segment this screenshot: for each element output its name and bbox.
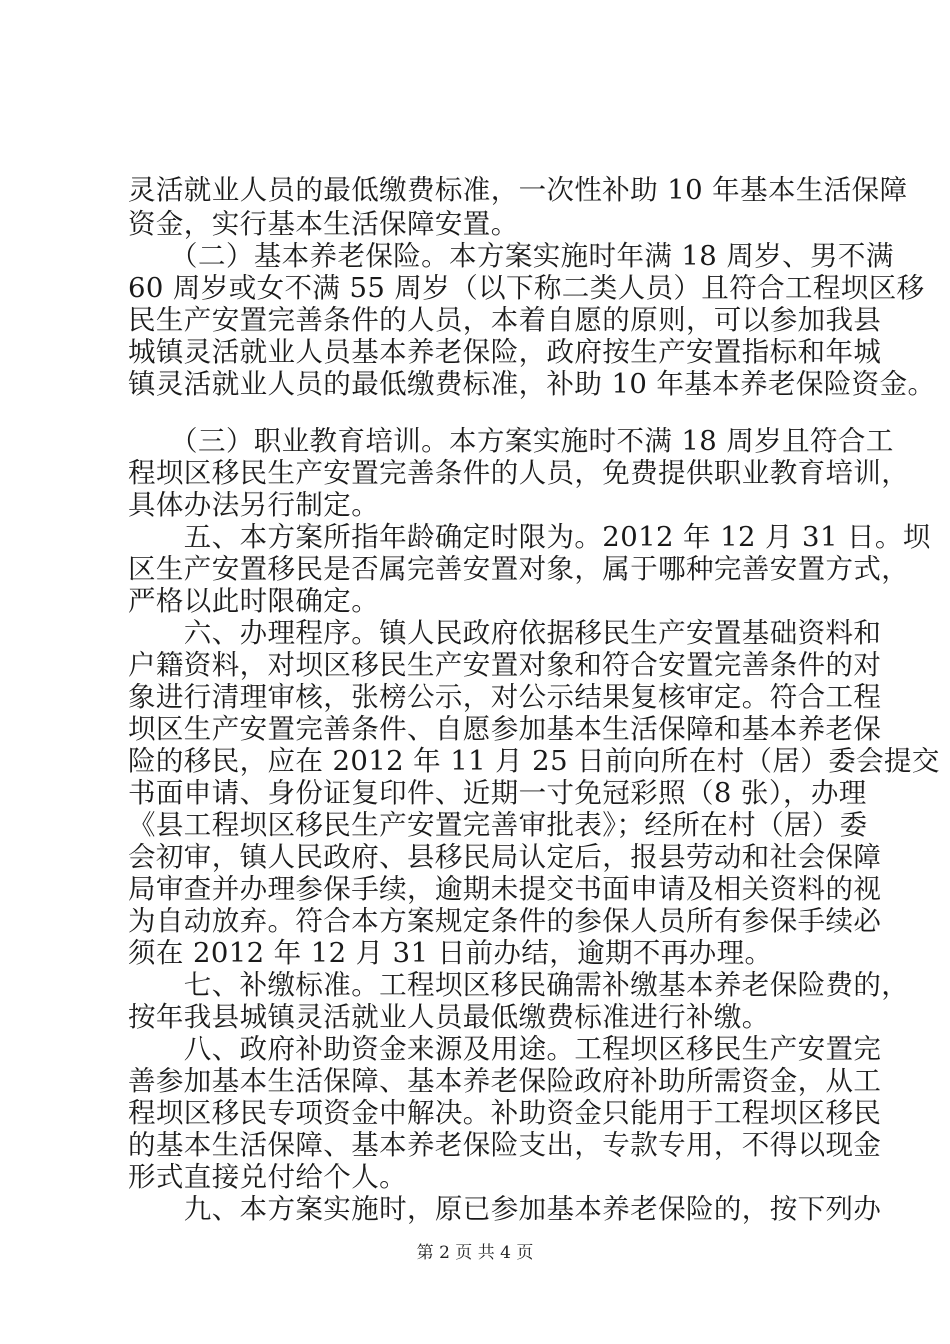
text-line: 形式直接兑付给个人。 bbox=[128, 1161, 407, 1193]
text-line: 八、政府补助资金来源及用途。工程坝区移民生产安置完 bbox=[128, 1033, 882, 1065]
text-line: 60 周岁或女不满 55 周岁（以下称二类人员）且符合工程坝区移 bbox=[128, 272, 925, 304]
text-line: 善参加基本生活保障、基本养老保险政府补助所需资金，从工 bbox=[128, 1065, 882, 1097]
text-line: 为自动放弃。符合本方案规定条件的参保人员所有参保手续必 bbox=[128, 905, 882, 937]
text-line: 区生产安置移民是否属完善安置对象，属于哪种完善安置方式， bbox=[128, 553, 910, 585]
text-line: 具体办法另行制定。 bbox=[128, 489, 380, 521]
text-line: 《县工程坝区移民生产安置完善审批表》；经所在村（居）委 bbox=[128, 809, 868, 841]
text-line: 按年我县城镇灵活就业人员最低缴费标准进行补缴。 bbox=[128, 1001, 770, 1033]
text-line: 九、本方案实施时，原已参加基本养老保险的，按下列办 bbox=[128, 1193, 882, 1225]
text-line: 书面申请、身份证复印件、近期一寸免冠彩照（8 张），办理 bbox=[128, 777, 867, 809]
text-line: 六、办理程序。镇人民政府依据移民生产安置基础资料和 bbox=[128, 617, 882, 649]
text-line: （二）基本养老保险。本方案实施时年满 18 周岁、男不满 bbox=[128, 240, 894, 272]
text-line: 象进行清理审核，张榜公示，对公示结果复核审定。符合工程 bbox=[128, 681, 882, 713]
text-line: 须在 2012 年 12 月 31 日前办结，逾期不再办理。 bbox=[128, 937, 773, 969]
text-line: 五、本方案所指年龄确定时限为。2012 年 12 月 31 日。坝 bbox=[128, 521, 931, 553]
text-line: 的基本生活保障、基本养老保险支出，专款专用，不得以现金 bbox=[128, 1129, 882, 1161]
text-line: 灵活就业人员的最低缴费标准，一次性补助 10 年基本生活保障 bbox=[128, 174, 908, 206]
text-line: 资金，实行基本生活保障安置。 bbox=[128, 208, 519, 240]
text-line: 七、补缴标准。工程坝区移民确需补缴基本养老保险费的， bbox=[128, 969, 910, 1001]
text-line: 险的移民，应在 2012 年 11 月 25 日前向所在村（居）委会提交 bbox=[128, 745, 940, 777]
text-line: 严格以此时限确定。 bbox=[128, 585, 380, 617]
text-line: 程坝区移民生产安置完善条件的人员，免费提供职业教育培训， bbox=[128, 457, 910, 489]
text-line: 局审查并办理参保手续，逾期未提交书面申请及相关资料的视 bbox=[128, 873, 882, 905]
text-line: 镇灵活就业人员的最低缴费标准，补助 10 年基本养老保险资金。 bbox=[128, 368, 936, 400]
text-line: （三）职业教育培训。本方案实施时不满 18 周岁且符合工 bbox=[128, 425, 894, 457]
page-number-footer: 第 2 页 共 4 页 bbox=[416, 1243, 534, 1263]
text-line: 户籍资料，对坝区移民生产安置对象和符合安置完善条件的对 bbox=[128, 649, 882, 681]
text-line: 城镇灵活就业人员基本养老保险，政府按生产安置指标和年城 bbox=[128, 336, 882, 368]
text-line: 程坝区移民专项资金中解决。补助资金只能用于工程坝区移民 bbox=[128, 1097, 882, 1129]
text-line: 会初审，镇人民政府、县移民局认定后，报县劳动和社会保障 bbox=[128, 841, 882, 873]
text-line: 民生产安置完善条件的人员，本着自愿的原则，可以参加我县 bbox=[128, 304, 882, 336]
text-line: 坝区生产安置完善条件、自愿参加基本生活保障和基本养老保 bbox=[128, 713, 882, 745]
